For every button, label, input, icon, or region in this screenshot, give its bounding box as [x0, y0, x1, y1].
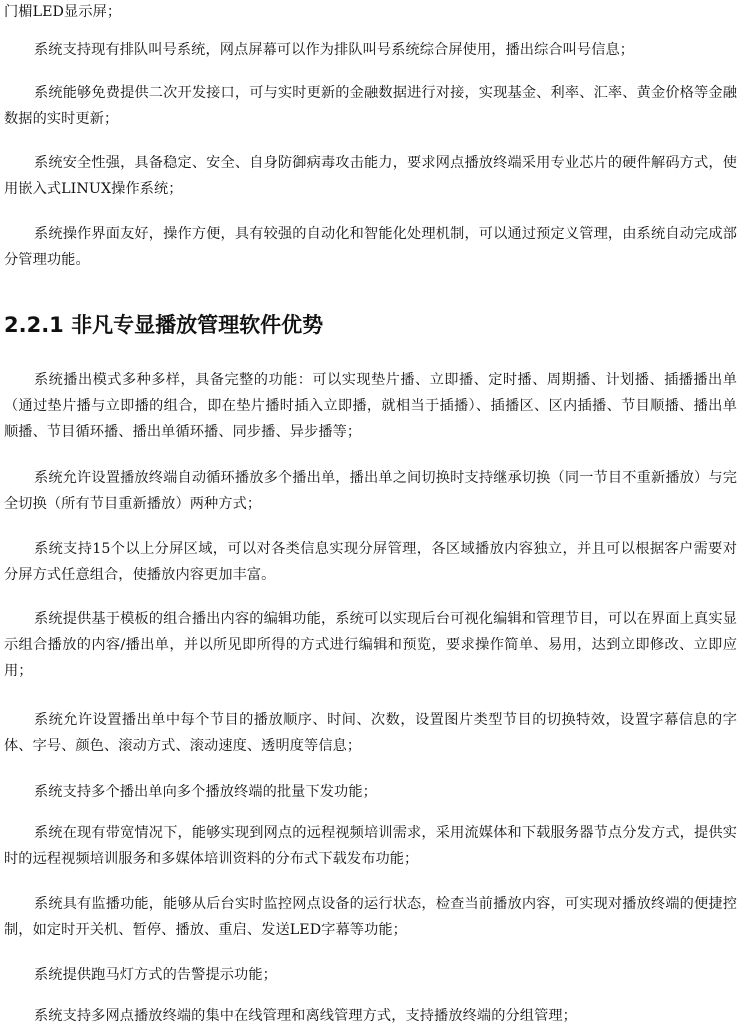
- paragraph-remote-training: 系统在现有带宽情况下，能够实现到网点的远程视频培训需求，采用流媒体和下载服务器节点分发方式，提供实时的远程视频培训服务和多媒体培训资料的分布式下载发布功能；: [4, 825, 737, 867]
- paragraph-ui-friendly: 系统操作界面友好，操作方便，具有较强的自动化和智能化处理机制，可以通过预定义管理，由系统自动完成部分管理功能。: [4, 226, 737, 268]
- paragraph-marquee-alert: 系统提供跑马灯方式的告警提示功能；: [34, 967, 277, 983]
- paragraph-split-screen: 系统支持15个以上分屏区域，可以对各类信息实现分屏管理，各区域播放内容独立，并且可以根据客户需要对分屏方式任意组合，使播放内容更加丰富。: [4, 541, 737, 583]
- paragraph-terminal-management: 系统支持多网点播放终端的集中在线管理和离线管理方式，支持播放终端的分组管理；: [34, 1008, 577, 1024]
- paragraph-playlist-switch: 系统允许设置播放终端自动循环播放多个播出单，播出单之间切换时支持继承切换（同一节目不重新播放）与完全切换（所有节目重新播放）两种方式；: [4, 470, 737, 512]
- paragraph-template-editing: 系统提供基于模板的组合播出内容的编辑功能，系统可以实现后台可视化编辑和管理节目，可以在界面上真实显示组合播放的内容/播出单，并以所见即所得的方式进行编辑和预览，要求操作简单、易用，达到立即修改、立即应用；: [4, 611, 737, 679]
- section-heading: 2.2.1 非凡专显播放管理软件优势: [4, 313, 324, 337]
- paragraph-api-interface: 系统能够免费提供二次开发接口，可与实时更新的金融数据进行对接，实现基金、利率、汇率、黄金价格等金融数据的实时更新；: [4, 85, 737, 127]
- paragraph-security: 系统安全性强，具备稳定、安全、自身防御病毒攻击能力，要求网点播放终端采用专业芯片的硬件解码方式，使用嵌入式LINUX操作系统；: [4, 155, 737, 197]
- paragraph-monitoring: 系统具有监播功能，能够从后台实时监控网点设备的运行状态，检查当前播放内容，可实现对播放终端的便捷控制，如定时开关机、暂停、播放、重启、发送LED字幕等功能；: [4, 896, 737, 938]
- paragraph-batch-distribution: 系统支持多个播出单向多个播放终端的批量下发功能；: [34, 784, 377, 800]
- paragraph-program-settings: 系统允许设置播出单中每个节目的播放顺序、时间、次数，设置图片类型节目的切换特效，设置字幕信息的字体、字号、颜色、滚动方式、滚动速度、透明度等信息；: [4, 712, 737, 754]
- paragraph-queue-system: 系统支持现有排队叫号系统，网点屏幕可以作为排队叫号系统综合屏使用，播出综合叫号信息；: [34, 42, 635, 58]
- paragraph-led-display: 门楣LED显示屏；: [4, 4, 122, 20]
- paragraph-broadcast-modes: 系统播出模式多种多样，具备完整的功能：可以实现垫片播、立即播、定时播、周期播、计划播、插播播出单（通过垫片播与立即播的组合，即在垫片播时插入立即播，就相当于插播）、插播区、区内插播、节目顺播、播出单顺播、节目循环播、播出单循环播、同步播、异步播等；: [4, 372, 737, 440]
